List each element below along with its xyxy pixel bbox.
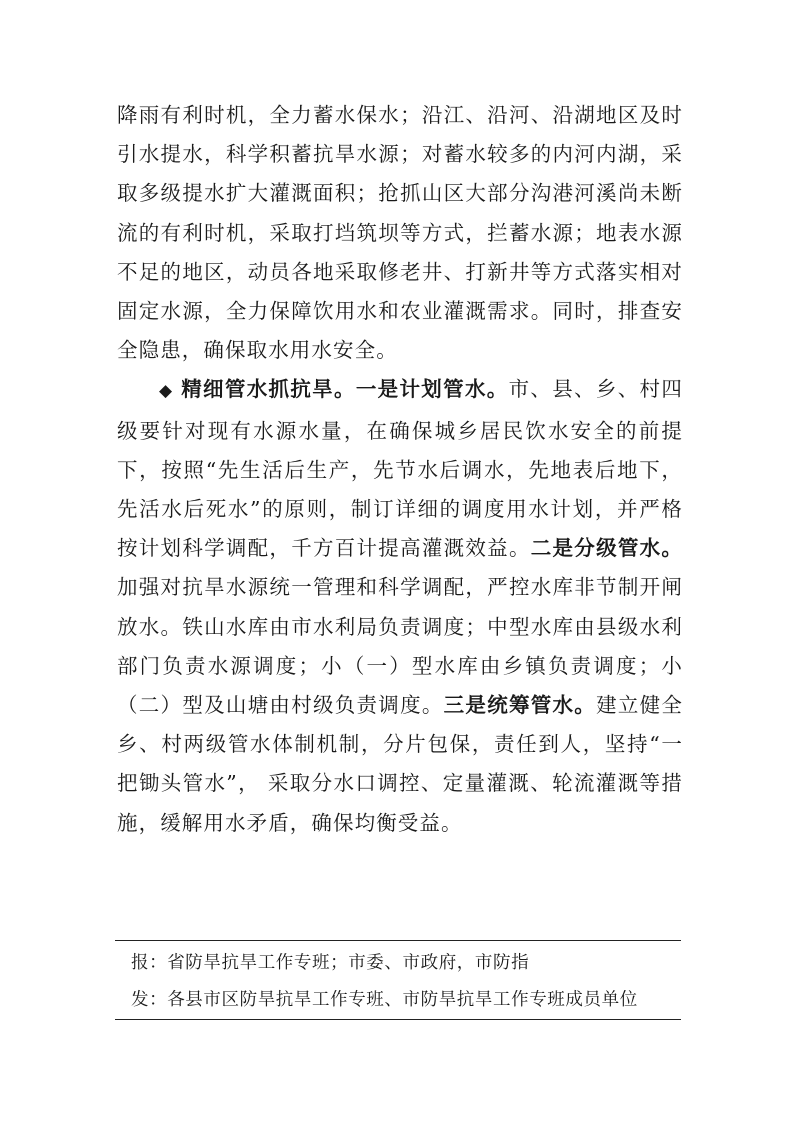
- diamond-bullet-icon: ◆: [159, 381, 174, 402]
- distribution-footer: [115, 940, 681, 1020]
- item2-text: 加强对抗旱水源统一管理和科学调配，严控水库非节制开闸放水。铁山水库由市水利局负责调度；中型水库由县级水利部门负责水源调度；小（一）型水库由乡镇负责调度；小（二）型及山塘由村级负责调度。: [117, 575, 683, 718]
- item1-text: 市、县、乡、村四级要针对现有水源水量，在确保城乡居民饮水安全的前提下，按照“先生活后生产，先节水后调水，先地表后地下，先活水后死水”的原则，制订详细的调度用水计划，并严格按计划科学调配，千方百计提高灌溉效益。: [117, 377, 683, 561]
- footer-bottom-rule: [115, 1019, 681, 1020]
- send-to-line: 发：各县市区防旱抗旱工作专班、市防旱抗旱工作专班成员单位: [131, 990, 638, 1010]
- footer-top-rule: [115, 940, 681, 941]
- item2-title: 二是分级管水。: [530, 536, 684, 561]
- item3-text: 建立健全乡、村两级管水体制机制，分片包保，责任到人，坚持“一把锄头管水”， 采取分水口调控、定量灌溉、轮流灌溉等措施，缓解用水矛盾，确保均衡受益。: [117, 693, 684, 835]
- document-body: [117, 96, 683, 843]
- item1-title: 一是计划管水。: [355, 377, 509, 402]
- item3-title: 三是统筹管水。: [443, 693, 597, 718]
- paragraph-water-storage: 降雨有利时机，全力蓄水保水；沿江、沿河、沿湖地区及时引水提水，科学积蓄抗旱水源；对蓄水较多的内河内湖，采取多级提水扩大灌溉面积；抢抓山区大部分沟港河溪尚未断流的有利时机，采取打垱筑坝等方式，拦蓄水源；地表水源不足的地区，动员各地采取修老井、打新井等方式落实相对固定水源，全力保障饮用水和农业灌溉需求。同时，排查安全隐患，确保取水用水安全。: [117, 103, 683, 363]
- paragraph-water-management: [117, 370, 683, 842]
- report-to-line: 报：省防旱抗旱工作专班；市委、市政府，市防指: [131, 953, 530, 973]
- section-heading: 精细管水抓抗旱。: [181, 377, 356, 402]
